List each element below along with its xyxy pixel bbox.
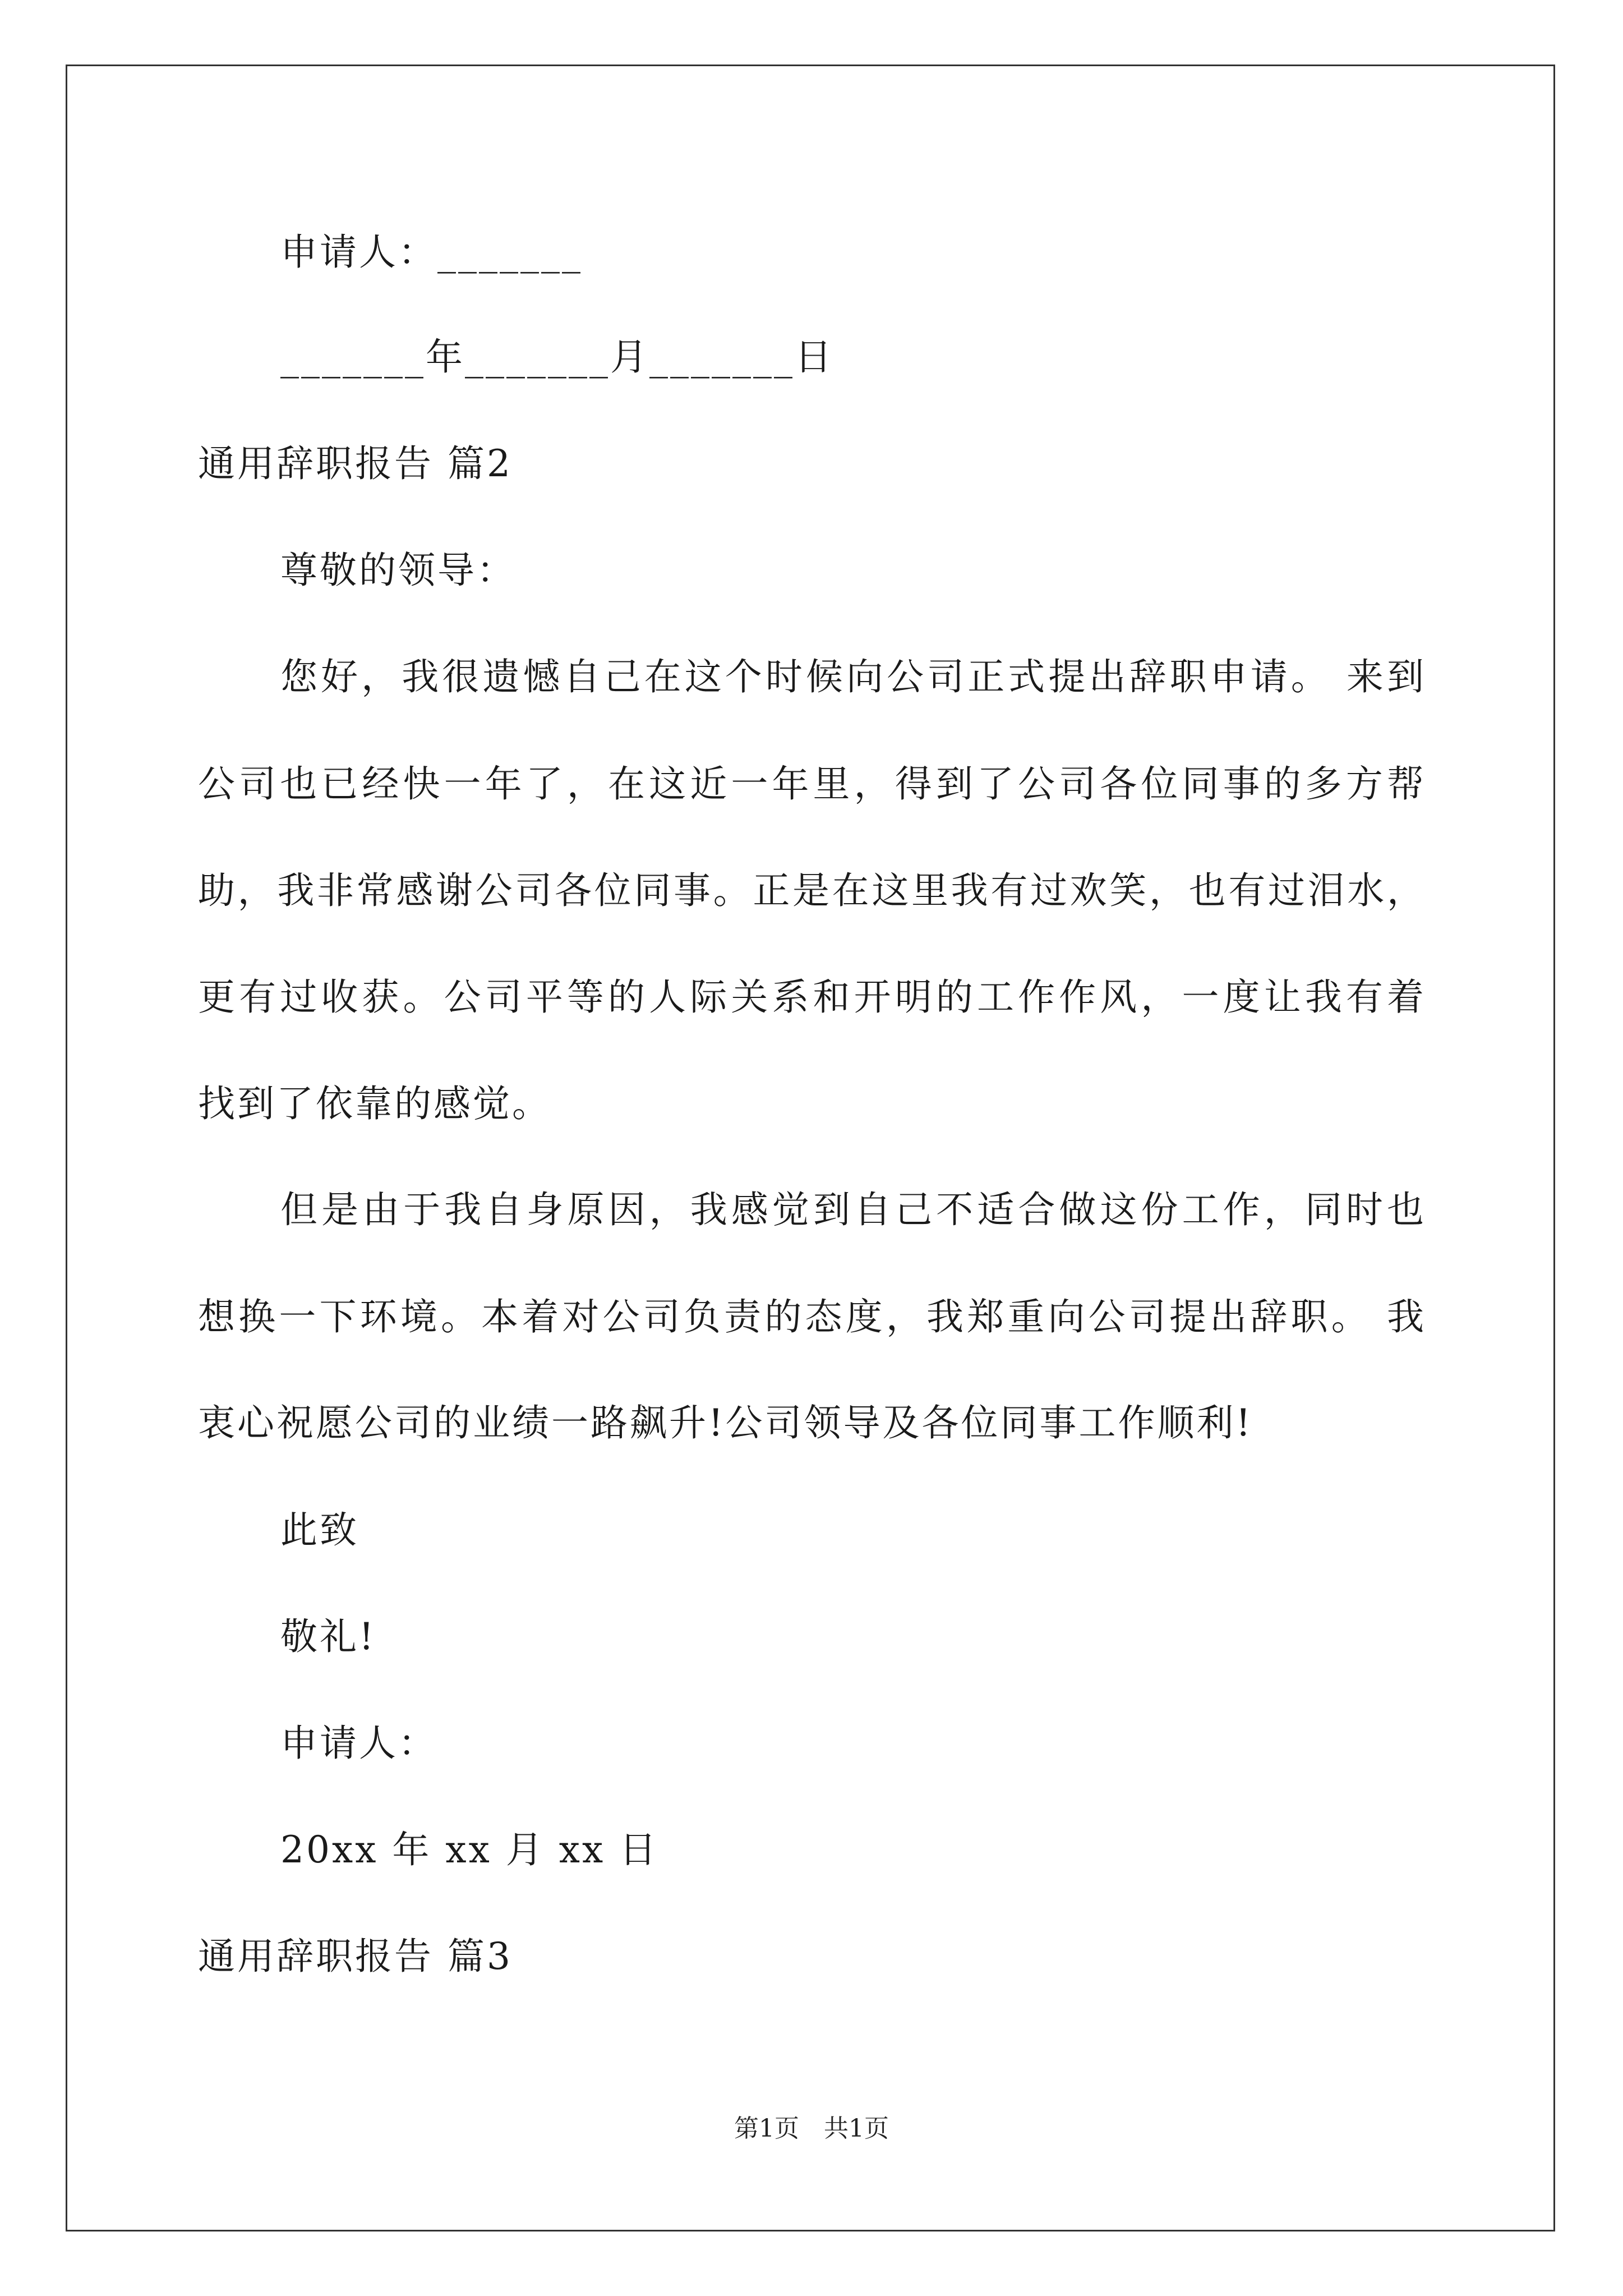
applicant-blank-line: 申请人：_______	[280, 231, 583, 274]
para1-line1: 您好，我很遗憾自己在这个时候向公司正式提出辞职申请。 来到	[280, 655, 1426, 698]
section2-title: 通用辞职报告 篇2	[198, 442, 513, 485]
para1-line3: 助，我非常感谢公司各位同事。正是在这里我有过欢笑，也有过泪水，	[198, 869, 1426, 912]
para2-line1: 但是由于我自身原因，我感觉到自己不适合做这份工作，同时也	[280, 1188, 1426, 1231]
page-footer: 第1页 共1页	[734, 2114, 889, 2143]
date-blank-line: _______年_______月_______日	[280, 335, 834, 379]
section3-title: 通用辞职报告 篇3	[198, 1935, 513, 1978]
closing-jingli: 敬礼!	[280, 1615, 376, 1658]
applicant-line: 申请人：	[280, 1722, 437, 1765]
page-border	[66, 65, 1555, 2231]
para1-line4: 更有过收获。公司平等的人际关系和开明的工作作风，一度让我有着	[198, 976, 1426, 1019]
para2-line2: 想换一下环境。本着对公司负责的态度，我郑重向公司提出辞职。 我	[198, 1295, 1426, 1338]
salutation: 尊敬的领导：	[280, 549, 516, 592]
para2-line3: 衷心祝愿公司的业绩一路飙升!公司领导及各位同事工作顺利!	[198, 1401, 1253, 1444]
para1-line2: 公司也已经快一年了，在这近一年里，得到了公司各位同事的多方帮	[198, 762, 1426, 806]
closing-cizhi: 此致	[280, 1508, 359, 1552]
para1-line5: 找到了依靠的感觉。	[198, 1082, 551, 1125]
date-line: 20xx 年 xx 月 xx 日	[280, 1828, 659, 1871]
